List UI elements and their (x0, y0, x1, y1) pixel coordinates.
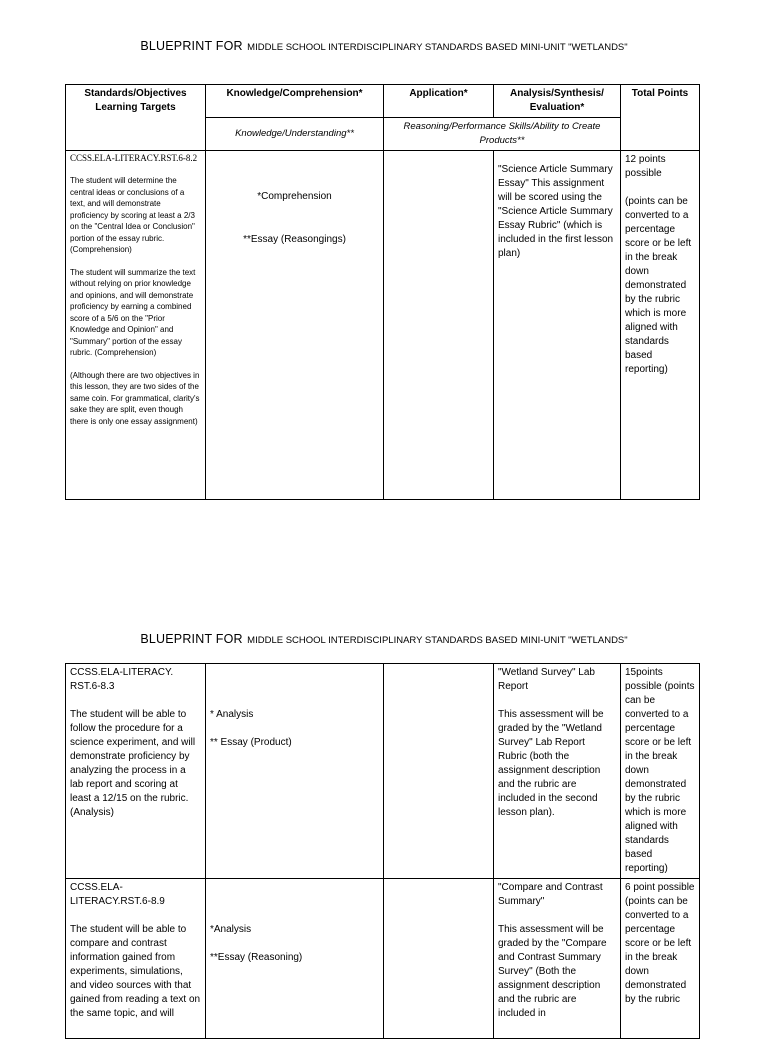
analysis-text: This assessment will be graded by the "Wetland Survey" Lab Report Rubric (both the assignment description and the rubric are included in the second lesson plan). (498, 709, 604, 818)
knowledge-level: * Analysis (210, 709, 254, 720)
blueprint-table-2 (65, 663, 700, 1039)
title-rest: MIDDLE SCHOOL INTERDISCIPLINARY STANDARDS BASED MINI-UNIT "WETLANDS" (247, 635, 628, 646)
points-value: 6 point possible (points can be converted to a percentage score or be left in the break down demonstrated by the rubric (625, 882, 695, 1005)
knowledge-product: ** Essay (Product) (210, 737, 292, 748)
standard-code: CCSS.ELA-LITERACY.RST.6-8.9 (70, 882, 165, 907)
header-analysis: Analysis/Synthesis/ Evaluation* (494, 85, 621, 118)
analysis-cell (494, 151, 621, 500)
objective-text: The student will be able to follow the procedure for a science experiment, and will demonstrate proficiency by analyzing the process in a lab report and scoring at least a 12/15 on the rubric. (Analysis) (70, 709, 196, 818)
title-main: BLUEPRINT FOR (140, 632, 243, 646)
header-application: Application* (384, 85, 494, 118)
subheader-reasoning: Reasoning/Performance Skills/Ability to Create Products** (384, 118, 621, 151)
knowledge-cell (206, 664, 384, 879)
subheader-knowledge: Knowledge/Understanding** (206, 118, 384, 151)
analysis-cell (494, 664, 621, 879)
header-knowledge: Knowledge/Comprehension* (206, 85, 384, 118)
standards-cell (66, 151, 206, 500)
page-title (0, 630, 768, 648)
analysis-text: "Science Article Summary Essay" This assignment will be scored using the "Science Article Summary Essay Rubric" (which is included in the first lesson plan) (498, 164, 614, 259)
standard-code: CCSS.ELA-LITERACY.RST.6-8.2 (70, 153, 198, 163)
header-standards: Standards/Objectives Learning Targets (66, 85, 206, 151)
knowledge-level: *Comprehension (257, 191, 332, 202)
knowledge-product: **Essay (Reasongings) (243, 234, 346, 245)
header-total-points: Total Points (621, 85, 700, 151)
title-main: BLUEPRINT FOR (140, 39, 243, 53)
analysis-title: "Wetland Survey" Lab Report (498, 667, 595, 692)
knowledge-product: **Essay (Reasoning) (210, 952, 303, 963)
page-title (0, 37, 768, 55)
points-cell (621, 879, 700, 1039)
points-value: 15points possible (points can be converted to a percentage score or be left in the break down demonstrated by the rubric which is more aligned with standards based reporting) (625, 667, 695, 874)
points-cell (621, 151, 700, 500)
application-cell (384, 151, 494, 500)
knowledge-cell (206, 151, 384, 500)
points-value: 12 points possible (625, 154, 666, 179)
standard-code: CCSS.ELA-LITERACY. RST.6-8.3 (70, 667, 174, 692)
objective-text: The student will determine the central ideas or conclusions of a text, and will demonstrate proficiency by scoring at least a 2/3 on the "Central Idea or Conclusion" portion of the essay rubric. (Comprehension) (70, 176, 195, 254)
knowledge-cell (206, 879, 384, 1039)
points-cell (621, 664, 700, 879)
blueprint-table-1 (65, 84, 700, 500)
standards-cell (66, 664, 206, 879)
points-note: (points can be converted to a percentage score or be left in the break down demonstrated by the rubric which is more aligned with standards based reporting) (625, 196, 692, 375)
objective-text: The student will summarize the text without relying on prior knowledge and opinions, and will demonstrate proficiency by earning a combined score of a 5/6 on the "Prior Knowledge and Opinion" and "Summary" portion of the essay rubric. (Comprehension) (70, 267, 196, 357)
analysis-title: "Compare and Contrast Summary" (498, 882, 603, 907)
title-rest: MIDDLE SCHOOL INTERDISCIPLINARY STANDARDS BASED MINI-UNIT "WETLANDS" (247, 42, 628, 53)
application-cell (384, 879, 494, 1039)
standards-cell (66, 879, 206, 1039)
application-cell (384, 664, 494, 879)
analysis-text: This assessment will be graded by the "Compare and Contrast Summary Survey" (Both the assignment description and the rubric are included in (498, 924, 607, 1019)
analysis-cell (494, 879, 621, 1039)
knowledge-level: *Analysis (210, 924, 252, 935)
objective-note: (Although there are two objectives in this lesson, they are two sides of the same coin. For grammatical, clarity's sake they are split, even though there is only one essay assignment) (70, 370, 200, 426)
objective-text: The student will be able to compare and contrast information gained from experiments, simulations, and video sources with that gained from reading a text on the same topic, and will (70, 924, 201, 1019)
